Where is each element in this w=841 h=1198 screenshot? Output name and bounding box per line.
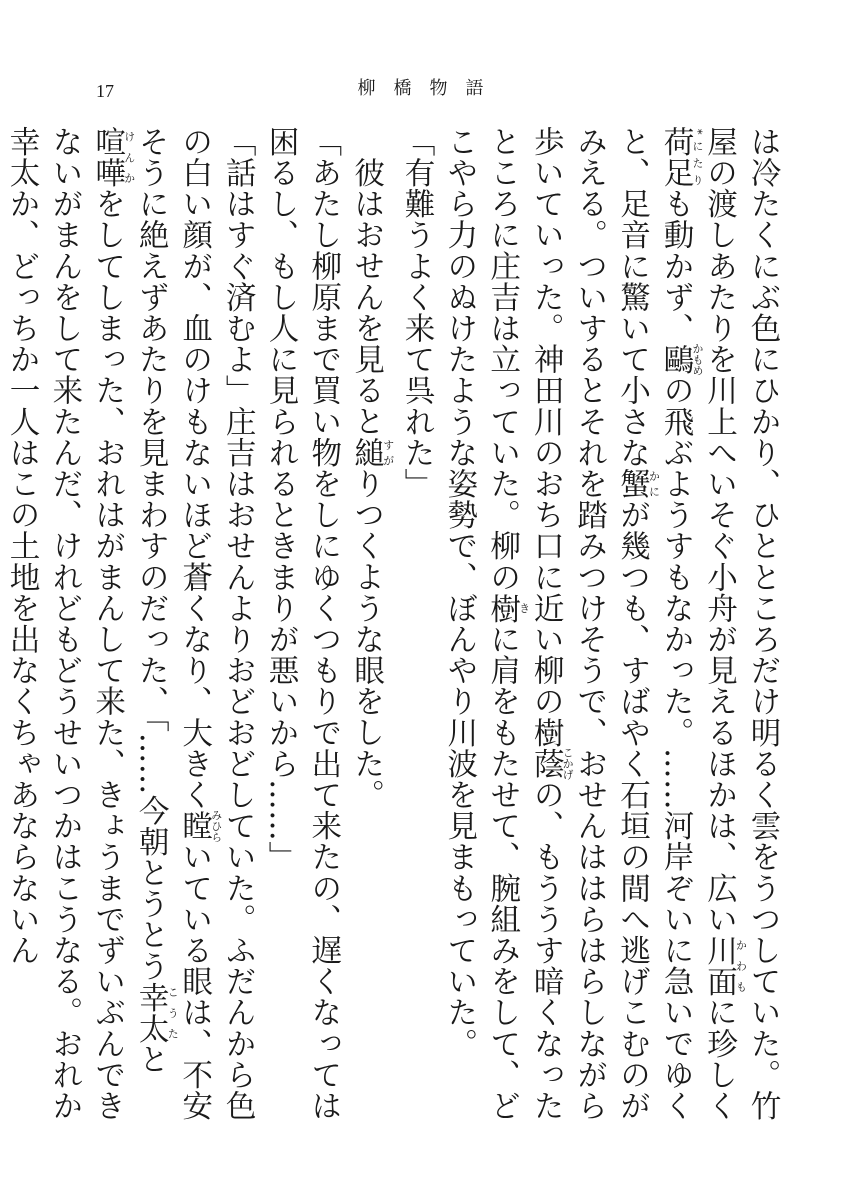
body-text <box>4 126 783 1126</box>
paragraph-4: 「あたし柳原まで買い物をしにゆくつもりで出て来たの、遅くなっては困るし、もし人に見られるときまりが悪いから……」 <box>263 126 341 1122</box>
paragraph-3: 彼はおせんを見ると縋すがりつくような眼をした。 <box>348 156 395 810</box>
paragraph-1: は冷たくにぶ色にひかり、ひとところだけ明るく雲をうつしていた。竹屋の渡しあたりを川上へいそぐ小舟が見えるほかは、広い川面かわもに珍しく荷足*にたりも動かず、鷗かもめの飛ぶようすもなかった。……河岸ぞいに急いでゆくと、足音に驚いて小さな蟹かにが幾つも、すばやく石垣の間へ逃げこむのがみえる。ついするとそれを踏みつけそうで、おせんははらはらしながら歩いていった。神田川のおち口に近い柳の樹蔭こかげの、もううす暗くなったところに庄吉は立っていた。柳の樹きに肩をもたせて、腕組みをして、どこやら力のぬけたような姿勢で、ぼんやり川波を見まもっていた。 <box>441 126 780 1122</box>
running-title: 柳橋物語 <box>357 78 502 99</box>
page-number: 17 <box>96 81 114 101</box>
paragraph-2: 「有難うよく来て呉れた」 <box>399 126 435 500</box>
paragraph-5: 「話はすぐ済むよ」庄吉はおせんよりおどおどしていた。ふだんから色の白い顔が、血のけもないほど蒼くなり、大きく瞠みひらいている眼は、不安そうに絶えずあたりを見まわすのだった、「……今朝とうとう幸太こうたと喧嘩けんかをしてしまった、おれはがまんして来た、きょうまでずいぶんできないがまんをして来たんだ、けれどもどうせいつかはこうなる。おれか幸太か、どっちか一人はこの土地を出なくちゃあならないん <box>4 126 256 1122</box>
